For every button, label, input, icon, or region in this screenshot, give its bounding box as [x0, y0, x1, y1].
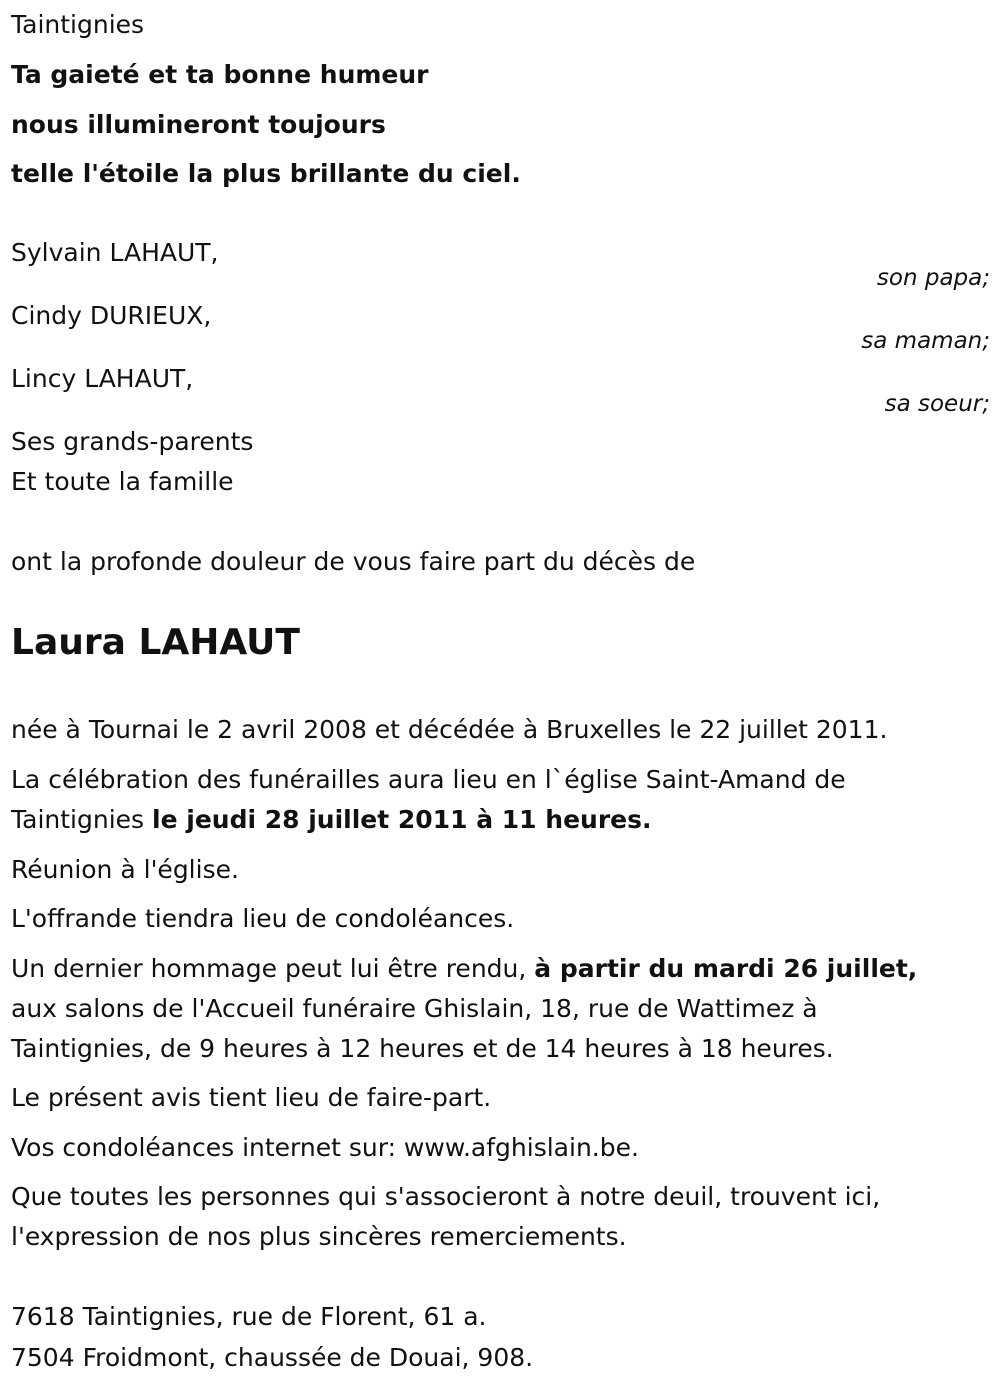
- poem-line-2: nous illumineront toujours: [11, 110, 386, 139]
- birth-death-text: née à Tournai le 2 avril 2008 et décédée à Bruxelles le 22 juillet 2011.: [11, 715, 888, 744]
- tribute-line-2: aux salons de l'Accueil funéraire Ghislain, 18, rue de Wattimez à: [11, 994, 818, 1023]
- relatives-line-2: Et toute la famille: [11, 467, 234, 496]
- ceremony-date: le jeudi 28 juillet 2011 à 11 heures.: [152, 805, 652, 834]
- thanks-line-2: l'expression de nos plus sincères remerciements.: [11, 1222, 627, 1251]
- thanks-line-1: Que toutes les personnes qui s'associeront à notre deuil, trouvent ici,: [11, 1182, 881, 1211]
- ceremony-line-1: La célébration des funérailles aura lieu en l`église Saint-Amand de: [11, 765, 846, 794]
- ceremony-location: Taintignies: [11, 805, 153, 834]
- tribute-line-1: [11, 954, 917, 984]
- ceremony-line-2: [11, 805, 651, 835]
- tribute-intro: Un dernier hommage peut lui être rendu,: [11, 954, 535, 983]
- family-name-mother: Cindy DURIEUX,: [11, 301, 212, 330]
- announcement-text: ont la profonde douleur de vous faire part du décès de: [11, 547, 696, 576]
- poem-line-1: Ta gaieté et ta bonne humeur: [11, 60, 429, 89]
- relatives-line-1: Ses grands-parents: [11, 427, 254, 456]
- notice-text: Le présent avis tient lieu de faire-part.: [11, 1083, 492, 1112]
- meeting-text: Réunion à l'église.: [11, 855, 239, 884]
- family-role-sister: sa soeur;: [884, 391, 990, 417]
- tribute-date: à partir du mardi 26 juillet,: [534, 954, 918, 983]
- place-heading: Taintignies: [11, 10, 145, 39]
- family-role-father: son papa;: [876, 265, 990, 291]
- deceased-name: Laura LAHAUT: [11, 622, 300, 663]
- poem-line-3: telle l'étoile la plus brillante du ciel.: [11, 159, 521, 188]
- condolences-text: Vos condoléances internet sur: www.afghislain.be.: [11, 1133, 639, 1162]
- tribute-line-3: Taintignies, de 9 heures à 12 heures et de 14 heures à 18 heures.: [11, 1034, 834, 1063]
- family-name-sister: Lincy LAHAUT,: [11, 364, 194, 393]
- family-name-father: Sylvain LAHAUT,: [11, 238, 219, 267]
- address-1: 7618 Taintignies, rue de Florent, 61 a.: [11, 1302, 487, 1331]
- family-role-mother: sa maman;: [861, 328, 990, 354]
- address-2: 7504 Froidmont, chaussée de Douai, 908.: [11, 1343, 534, 1372]
- offering-text: L'offrande tiendra lieu de condoléances.: [11, 904, 515, 933]
